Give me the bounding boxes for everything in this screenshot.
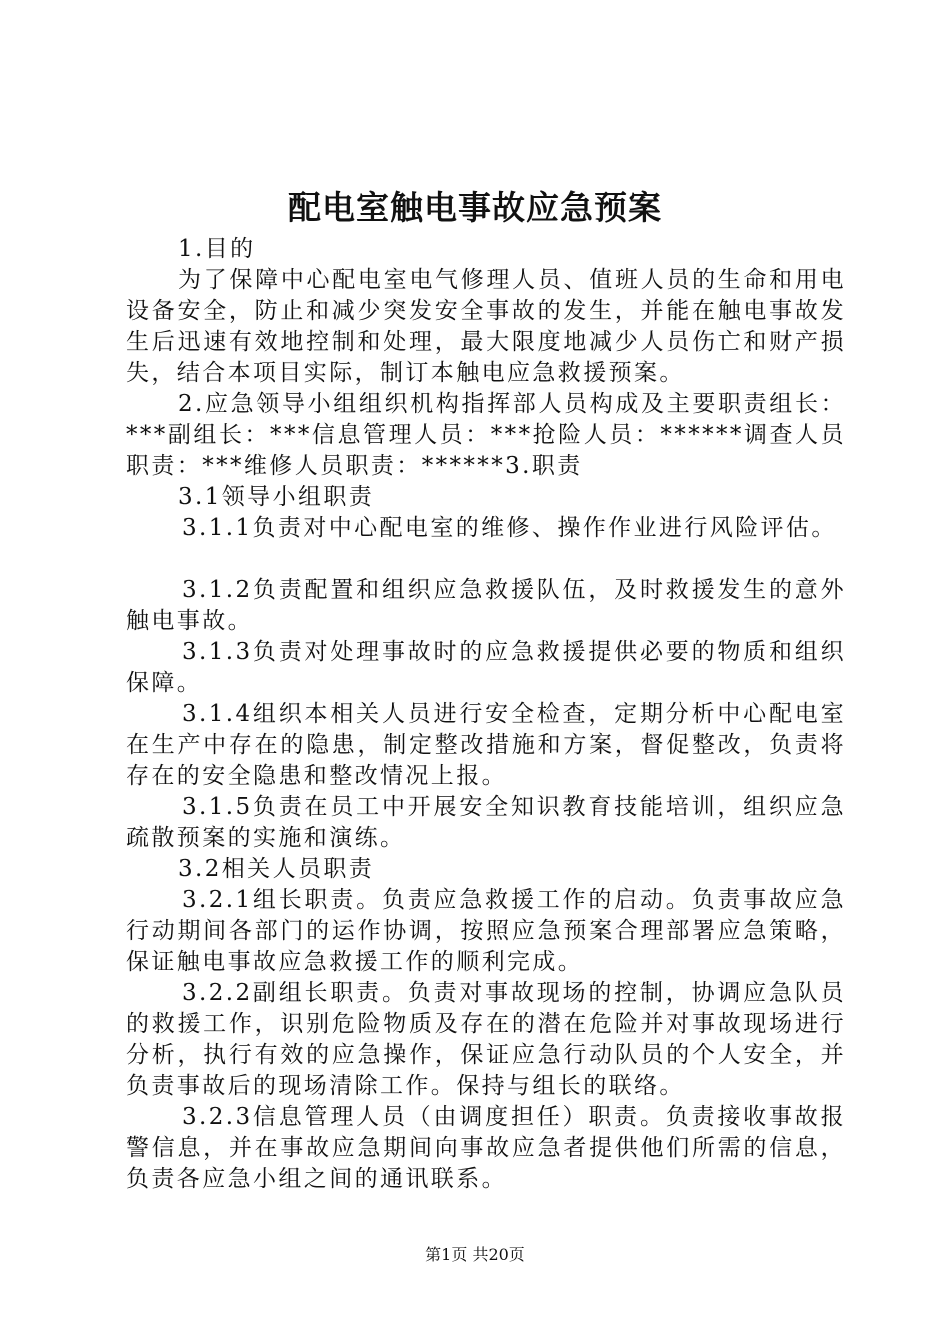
section-heading-leadership: 3.1领导小组职责 — [178, 484, 375, 510]
document-title: 配电室触电事故应急预案 — [288, 188, 662, 227]
section-heading-purpose: 1.目的 — [178, 236, 256, 262]
paragraph-organization: 2.应急领导小组组织机构指挥部人员构成及主要职责组长：***副组长：***信息管理人员：***抢险人员：******调查人员职责：***维修人员职责：******3.职责 — [126, 391, 846, 479]
paragraph-3-2-2: 3.2.2副组长职责。负责对事故现场的控制，协调应急队员的救援工作，识别危险物质及存在的潜在危险并对事故现场进行分析，执行有效的应急操作，保证应急行动队员的个人安全，并负责事故后的现场清除工作。保持与组长的联络。 — [126, 980, 846, 1099]
section-heading-staff: 3.2相关人员职责 — [178, 856, 375, 882]
paragraph-3-1-1: 3.1.1负责对中心配电室的维修、操作作业进行风险评估。 — [182, 515, 837, 541]
page-number-footer: 第1页 共20页 — [425, 1245, 525, 1264]
paragraph-3-1-5: 3.1.5负责在员工中开展安全知识教育技能培训，组织应急疏散预案的实施和演练。 — [126, 794, 846, 851]
paragraph-purpose: 为了保障中心配电室电气修理人员、值班人员的生命和用电设备安全，防止和减少突发安全事故的发生，并能在触电事故发生后迅速有效地控制和处理，最大限度地减少人员伤亡和财产损失，结合本项目实际，制订本触电应急救援预案。 — [126, 267, 846, 386]
paragraph-3-2-3: 3.2.3信息管理人员（由调度担任）职责。负责接收事故报警信息，并在事故应急期间向事故应急者提供他们所需的信息，负责各应急小组之间的通讯联系。 — [126, 1104, 846, 1192]
paragraph-3-1-3: 3.1.3负责对处理事故时的应急救援提供必要的物质和组织保障。 — [126, 639, 846, 696]
document-body — [126, 234, 846, 1195]
paragraph-3-2-1: 3.2.1组长职责。负责应急救援工作的启动。负责事故应急行动期间各部门的运作协调，按照应急预案合理部署应急策略，保证触电事故应急救援工作的顺利完成。 — [126, 887, 846, 975]
paragraph-3-1-2: 3.1.2负责配置和组织应急救援队伍，及时救援发生的意外触电事故。 — [126, 577, 846, 634]
blank-line — [126, 544, 846, 575]
paragraph-3-1-4: 3.1.4组织本相关人员进行安全检查，定期分析中心配电室在生产中存在的隐患，制定整改措施和方案，督促整改，负责将存在的安全隐患和整改情况上报。 — [126, 701, 846, 789]
